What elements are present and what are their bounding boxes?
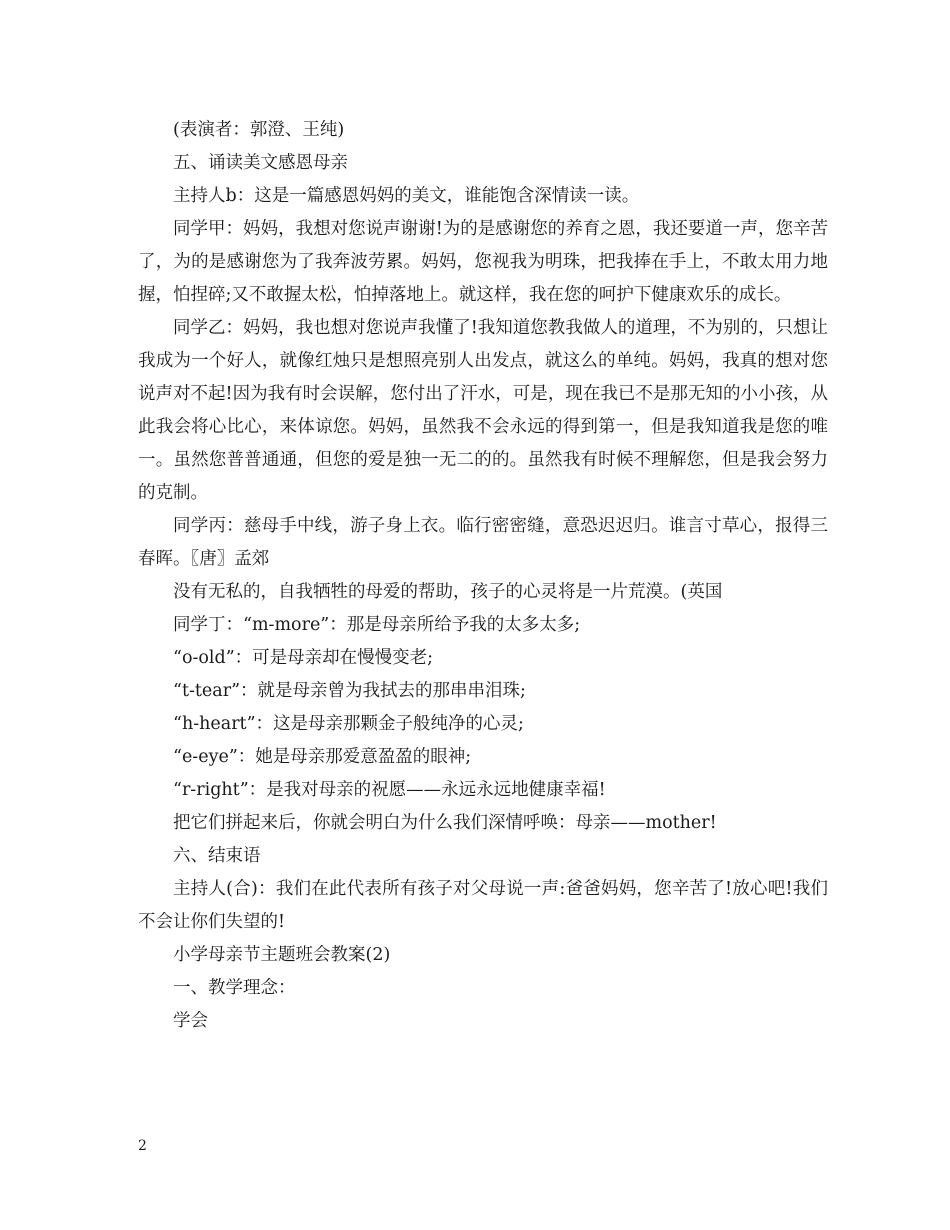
paragraph-lesson-plan-title: 小学母亲节主题班会教案(2) <box>173 945 391 965</box>
paragraph-student-c: 同学丙：慈母手中线，游子身上衣。临行密密缝，意恐迟迟归。谁言寸草心，报得三春晖。〖唐〗孟郊 <box>138 516 828 569</box>
paragraph-old: “o-old”：可是母亲却在慢慢变老; <box>173 648 434 668</box>
paragraph-learn: 学会 <box>173 1011 208 1031</box>
page-number: 2 <box>138 1138 147 1154</box>
paragraph-heart: “h-heart”：这是母亲那颗金子般纯净的心灵; <box>173 714 524 734</box>
document-body <box>138 114 828 1038</box>
paragraph-mother: 把它们拼起来后，你就会明白为什么我们深情呼唤：母亲——mother! <box>173 813 717 833</box>
paragraph-student-a: 同学甲：妈妈，我想对您说声谢谢!为的是感谢您的养育之恩，我还要道一声，您辛苦了，为的是感谢您为了我奔波劳累。妈妈，您视我为明珠，把我捧在手上，不敢太用力地握，怕捏碎;又不敢握太松，怕掉落地上。就这样，我在您的呵护下健康欢乐的成长。 <box>138 219 828 305</box>
paragraph-student-b: 同学乙：妈妈，我也想对您说声我懂了!我知道您教我做人的道理，不为别的，只想让我成为一个好人，就像红烛只是想照亮别人出发点，就这么的单纯。妈妈，我真的想对您说声对不起!因为我有时会误解，您付出了汗水，可是，现在我已不是那无知的小小孩，从此我会将心比心，来体谅您。妈妈，虽然我不会永远的得到第一，但是我知道我是您的唯一。虽然您普普通通，但您的爱是独一无二的的。虽然我有时候不理解您，但是我会努力的克制。 <box>138 318 828 503</box>
paragraph-right: “r-right”：是我对母亲的祝愿——永远永远地健康幸福! <box>173 780 606 800</box>
paragraph-host-b: 主持人b：这是一篇感恩妈妈的美文，谁能饱含深情读一读。 <box>173 186 640 206</box>
paragraph-student-d: 同学丁：“m-more”：那是母亲所给予我的太多太多; <box>173 615 581 635</box>
section-heading-teaching-concept: 一、教学理念： <box>173 978 296 998</box>
paragraph-quote: 没有无私的，自我牺牲的母爱的帮助，孩子的心灵将是一片荒漠。(英国 <box>173 582 723 602</box>
paragraph-performers: (表演者：郭澄、王纯) <box>173 120 345 140</box>
paragraph-eye: “e-eye”：她是母亲那爱意盈盈的眼神; <box>173 747 472 767</box>
paragraph-hosts-together: 主持人(合)：我们在此代表所有孩子对父母说一声:爸爸妈妈，您辛苦了!放心吧!我们不会让你们失望的! <box>138 879 828 932</box>
section-heading-closing: 六、结束语 <box>173 846 261 866</box>
paragraph-tear: “t-tear”：就是母亲曾为我拭去的那串串泪珠; <box>173 681 526 701</box>
section-heading-recitation: 五、诵读美文感恩母亲 <box>173 153 348 173</box>
